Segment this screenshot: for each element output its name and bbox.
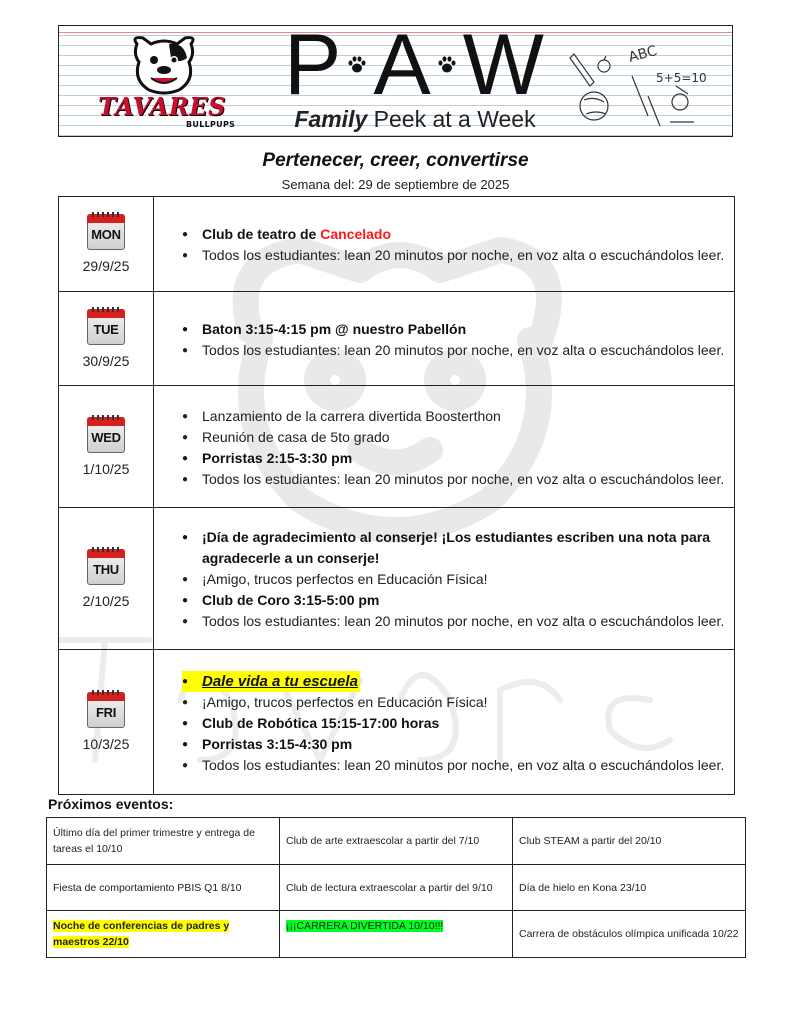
paw-title bbox=[249, 25, 579, 113]
doodle-math: 5+5=10 bbox=[656, 71, 707, 85]
school-logo bbox=[91, 32, 236, 132]
header-banner bbox=[58, 25, 733, 137]
day-date: 30/9/25 bbox=[82, 352, 130, 369]
day-items bbox=[154, 197, 735, 292]
table-cell: Fiesta de comportamiento PBIS Q1 8/10 bbox=[47, 865, 280, 911]
page-subtitle: Pertenecer, creer, convertirse bbox=[262, 150, 529, 171]
schedule-row-tuesday bbox=[59, 292, 735, 386]
calendar-icon bbox=[87, 549, 125, 585]
day-date: 2/10/25 bbox=[82, 592, 130, 609]
title-letter-p: P bbox=[284, 25, 342, 113]
bulldog-logo-icon bbox=[129, 34, 199, 96]
list-item: ● Todos los estudiantes: lean 20 minutos por noche, en voz alta o escuchándolos leer. bbox=[182, 611, 726, 632]
schedule-row-monday bbox=[59, 197, 735, 292]
paw-print-icon bbox=[347, 55, 367, 75]
day-date: 29/9/25 bbox=[82, 258, 130, 274]
list-item: ● ¡Amigo, trucos perfectos en Educación Física! bbox=[182, 692, 726, 713]
upcoming-events-table bbox=[46, 817, 746, 958]
item-text: Club de teatro de bbox=[202, 226, 321, 242]
list-item bbox=[182, 224, 726, 245]
table-cell: Club de lectura extraescolar a partir del 9/10 bbox=[280, 865, 513, 911]
calendar-icon bbox=[87, 692, 125, 728]
list-item: ● Lanzamiento de la carrera divertida Boosterthon bbox=[182, 406, 726, 427]
table-cell: Club de arte extraescolar a partir del 7/10 bbox=[280, 818, 513, 865]
day-label: THU bbox=[93, 561, 119, 577]
table-cell: Carrera de obstáculos olímpica unificada 10/22 bbox=[513, 911, 746, 958]
list-item: ● Baton 3:15-4:15 pm @ nuestro Pabellón bbox=[182, 319, 726, 340]
school-doodles-icon bbox=[564, 36, 724, 132]
list-item: ● Todos los estudiantes: lean 20 minutos por noche, en voz alta o escuchándolos leer. bbox=[182, 755, 726, 776]
day-items bbox=[154, 650, 735, 795]
list-item: ● Todos los estudiantes: lean 20 minutos por noche, en voz alta o escuchándolos leer. bbox=[182, 340, 726, 361]
family-peek-tagline bbox=[235, 106, 595, 133]
title-letter-w: W bbox=[462, 25, 544, 113]
day-date: 10/3/25 bbox=[82, 736, 130, 752]
table-row bbox=[47, 865, 746, 911]
day-items bbox=[154, 508, 735, 650]
doodle-abc: ABC bbox=[626, 42, 659, 66]
logo-wordmark: TAVARES bbox=[98, 92, 226, 121]
day-cell bbox=[59, 292, 154, 386]
weekly-schedule-table bbox=[58, 196, 735, 795]
day-cell bbox=[59, 508, 154, 650]
schedule-row-thursday bbox=[59, 508, 735, 650]
title-letter-a: A bbox=[373, 25, 431, 113]
table-cell bbox=[47, 911, 280, 958]
table-row bbox=[47, 911, 746, 958]
tagline-rest: Peek at a Week bbox=[367, 106, 536, 132]
week-of-text: Semana del: 29 de septiembre de 2025 bbox=[281, 177, 510, 192]
logo-subtext: BULLPUPS bbox=[186, 120, 236, 129]
day-items bbox=[154, 386, 735, 508]
table-cell: Día de hielo en Kona 23/10 bbox=[513, 865, 746, 911]
table-row bbox=[47, 818, 746, 865]
table-cell: Club STEAM a partir del 20/10 bbox=[513, 818, 746, 865]
day-label: TUE bbox=[93, 321, 119, 337]
paw-print-icon bbox=[437, 55, 457, 75]
highlighted-event: ¡¡¡CARRERA DIVERTIDA 10/10!!! bbox=[286, 920, 444, 932]
item-text: Dale vida a tu escuela bbox=[202, 672, 358, 690]
schedule-row-wednesday bbox=[59, 386, 735, 508]
table-cell: Último día del primer trimestre y entrega de tareas el 10/10 bbox=[47, 818, 280, 865]
day-label: FRI bbox=[95, 705, 117, 720]
list-item: ● ¡Amigo, trucos perfectos en Educación Física! bbox=[182, 569, 726, 590]
day-cell bbox=[59, 197, 154, 292]
list-item: ● Club de Coro 3:15-5:00 pm bbox=[182, 590, 726, 611]
list-item: ● Porristas 3:15-4:30 pm bbox=[182, 734, 726, 755]
day-label: WED bbox=[91, 429, 121, 445]
day-date: 1/10/25 bbox=[82, 460, 130, 477]
day-cell bbox=[59, 386, 154, 508]
list-item: ● Club de Robótica 15:15-17:00 horas bbox=[182, 713, 726, 734]
tagline-bold: Family bbox=[294, 106, 368, 132]
calendar-icon bbox=[87, 309, 125, 345]
day-cell bbox=[59, 650, 154, 795]
list-item: ● Porristas 2:15-3:30 pm bbox=[182, 448, 726, 469]
day-items bbox=[154, 292, 735, 386]
list-item: ● Todos los estudiantes: lean 20 minutos por noche, en voz alta o escuchándolos leer. bbox=[182, 245, 726, 266]
cancelled-label: Cancelado bbox=[320, 226, 392, 242]
list-item bbox=[182, 671, 360, 692]
list-item: ● Reunión de casa de 5to grado bbox=[182, 427, 726, 448]
highlighted-event: Noche de conferencias de padres y maestros 22/10 bbox=[53, 920, 230, 948]
calendar-icon bbox=[87, 214, 125, 250]
calendar-icon bbox=[87, 417, 125, 453]
list-item: ● Todos los estudiantes: lean 20 minutos por noche, en voz alta o escuchándolos leer. bbox=[182, 469, 726, 490]
list-item: ● ¡Día de agradecimiento al conserje! ¡Los estudiantes escriben una nota para agradecerle a un conserje! bbox=[182, 527, 726, 569]
table-cell bbox=[280, 911, 513, 958]
day-label: MON bbox=[91, 227, 121, 242]
upcoming-events-title: Próximos eventos: bbox=[48, 796, 174, 812]
schedule-row-friday bbox=[59, 650, 735, 795]
